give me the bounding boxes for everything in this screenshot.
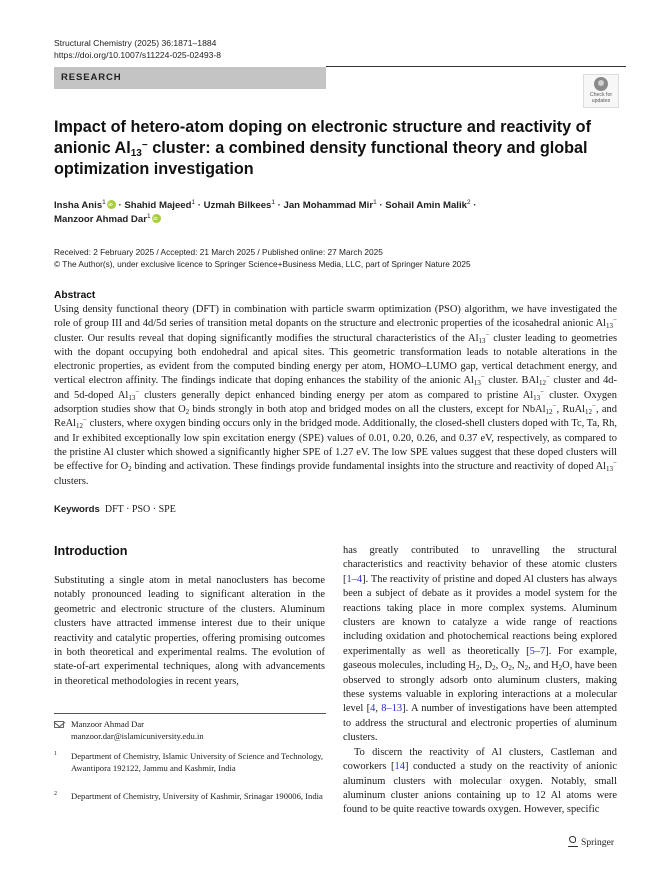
- author-affil-marker: 1: [102, 199, 106, 206]
- citation-link[interactable]: 14: [394, 761, 405, 773]
- abstract-body: Using density functional theory (DFT) in combination with particle swarm optimization (PSO) algorithm, we have investigated the role of group III and 4d/5d series of transition metal dopants on the structure and electronic properties of the icosahedral anionic $Al_{13}^-$ cluster. Our results reveal that doping significantly modifies the structural characteristics of the $Al_{13}^-$ cluster leading to geometries with the dopant occupying both endohedral and apical sites. This geometric transformation leads to notable alterations in the electronic properties, as evident from the computed binding energy per atom, HOMO–LUMO gap, vertical detachment energy, and vertical electron affinity. The findings indicate that doping enhances the stability of the anionic $Al_{13}^-$ cluster. BAl$_{12}$− cluster and 4d- and 5d-doped $Al_{13}^-$ clusters generally depict enhanced binding energy per atom as compared to pristine $Al_{13}^-$ cluster. Oxygen adsorption studies show that $O_2$ binds strongly in both atop and bridged modes on all the clusters, except for NbAl$_{12}$−, RuAl$_{12}$−, and ReAl$_{12}$− clusters, where oxygen binding occurs only in the bridged mode. Additionally, the closed-shell clusters doped with Tc, Ta, Rh, and Ir exhibited exceptionally low spin excitation energy (SPE) values of 0.01, 0.20, 0.26, and 0.37 eV, respectively, as compared to the pristine Al cluster which showed a significantly higher SPE of 1.27 eV. The low SPE values suggest that these doped clusters will be effective for $O_2$ binding and activation. These findings provide fundamental insights into the structure and reactivity of doped $Al_{13}^-$ clusters.: [54, 304, 618, 487]
- author-name[interactable]: Uzmah Bilkees: [203, 200, 272, 211]
- publication-dates: [54, 246, 471, 270]
- affiliation-text: Department of Chemistry, University of Kashmir, Srinagar 190006, India: [71, 791, 323, 801]
- footnote-rule: [54, 713, 326, 714]
- section-label-bar: [54, 67, 326, 89]
- envelope-icon: [54, 721, 64, 728]
- author-separator: ·: [274, 200, 284, 211]
- author-separator: ·: [115, 200, 125, 211]
- affiliation-1: [54, 751, 326, 774]
- citation-link[interactable]: 8–13: [381, 703, 403, 715]
- author-affil-marker: 2: [466, 199, 471, 206]
- author-separator: ·: [470, 200, 477, 211]
- title-part2: cluster: a combined density functional theory and global optimization investigation: [54, 139, 588, 178]
- intro-paragraph-2: To discern the reactivity of Al clusters, Castleman and coworkers [14] conducted a study on the reactivity of anionic aluminum clusters with molecular oxygen. Notably, small aluminum cluster anions containing up to 12 Al atoms were found to be quite reactive towards oxygen. However, specific: [343, 746, 618, 816]
- introduction-right-column: [343, 544, 617, 818]
- orcid-icon[interactable]: [152, 214, 161, 223]
- author-affil-marker: 1: [191, 199, 196, 206]
- section-label: RESEARCH: [61, 72, 122, 83]
- corresponding-email[interactable]: manzoor.dar@islamicuniversity.edu.in: [71, 730, 204, 741]
- publisher-name: Springer: [581, 837, 615, 848]
- citation-link[interactable]: 1–4: [346, 573, 363, 585]
- author-separator: ·: [195, 200, 204, 211]
- title-subscript: 13: [130, 148, 142, 159]
- keywords: [54, 503, 176, 517]
- abstract-heading: Abstract: [54, 290, 96, 301]
- author-separator: ·: [376, 200, 386, 211]
- journal-meta: [54, 37, 221, 61]
- springer-horse-icon: [568, 836, 578, 847]
- author-affil-marker: 1: [146, 213, 151, 220]
- affiliation-text: Department of Chemistry, Islamic University of Science and Technology, Awantipora 192122, Jammu and Kashmir, India: [71, 751, 324, 773]
- author-name[interactable]: Insha Anis: [54, 200, 103, 211]
- corresponding-name: Manzoor Ahmad Dar: [71, 719, 145, 729]
- affiliation-2: [54, 791, 326, 803]
- title-superscript: −: [141, 140, 148, 151]
- author-name[interactable]: Jan Mohammad Mir: [283, 200, 374, 211]
- introduction-heading: Introduction: [54, 544, 128, 558]
- introduction-left-column: Substituting a single atom in metal nanoclusters has become notably pronounced leading to significant alteration in the geometric and electronic structure of the clusters. Aluminum clusters have attracted immense interest due to their unique reactivity and catalytic properties, offering promising outcomes in both theoretical and experimental realms. The evolution of state-of-art experimental techniques, along with advancements in theoretical methodologies in recent years,: [54, 575, 325, 687]
- citation-link[interactable]: 5–7: [529, 645, 546, 657]
- keywords-list: DFT · PSO · SPE: [104, 504, 176, 515]
- title-part1: Impact of hetero-atom doping on electronic structure and reactivity of anionic Al: [54, 118, 591, 157]
- doi-link[interactable]: https://doi.org/10.1007/s11224-025-02493-8: [54, 50, 222, 60]
- publisher-logo: [568, 836, 614, 848]
- check-updates-line2: updates: [591, 98, 611, 104]
- journal-citation: Structural Chemistry (2025) 36:1871–1884: [54, 38, 217, 48]
- citation-link[interactable]: 4: [370, 703, 376, 715]
- author-affil-marker: 1: [373, 199, 377, 206]
- intro-paragraph-1: has greatly contributed to unravelling the structural characteristics and reactivity behavior of these atomic clusters [1–4]. The reactivity of pristine and doped Al clusters has always been a subject of debate as it provides a model system for the reactions taking place in more complex systems. Aluminum clusters are known to catalyze a wide range of reactions including oxidation and photochemical reactions being explored experimentally as well as theoretically [5–7]. For example, gaseous molecules, including $H_2$, $D_2$, $O_2$, $N_2$, and $H_2O$, have been observed to strongly adsorb onto aluminum clusters, making these systems valuable in exploring interactions at a molecular level [4, 8–13]. A number of investigations have been attempted to address the structural and electronic properties of aluminum clusters.: [343, 545, 617, 744]
- check-for-updates-button[interactable]: [583, 74, 619, 108]
- dates-line: Received: 2 February 2025 / Accepted: 21 March 2025 / Published online: 27 March 2025: [54, 247, 383, 257]
- check-for-updates-icon: [594, 77, 608, 91]
- header-rule: [326, 66, 626, 67]
- corresponding-author: [54, 719, 326, 742]
- author-name[interactable]: Shahid Majeed: [124, 200, 192, 211]
- copyright-line: © The Author(s), under exclusive licence to Springer Science+Business Media, LLC, part of Springer Nature 2025: [54, 259, 471, 269]
- article-title: [54, 117, 594, 180]
- author-affil-marker: 1: [271, 199, 275, 206]
- affiliation-number: 2: [54, 791, 57, 797]
- author-list: [54, 199, 614, 227]
- author-name[interactable]: Manzoor Ahmad Dar: [54, 214, 147, 225]
- affiliation-number: 1: [54, 751, 57, 757]
- check-updates-line1: Check for: [589, 92, 613, 98]
- author-name[interactable]: Sohail Amin Malik: [385, 200, 467, 211]
- keywords-label: Keywords: [54, 504, 100, 515]
- orcid-icon[interactable]: [107, 200, 116, 209]
